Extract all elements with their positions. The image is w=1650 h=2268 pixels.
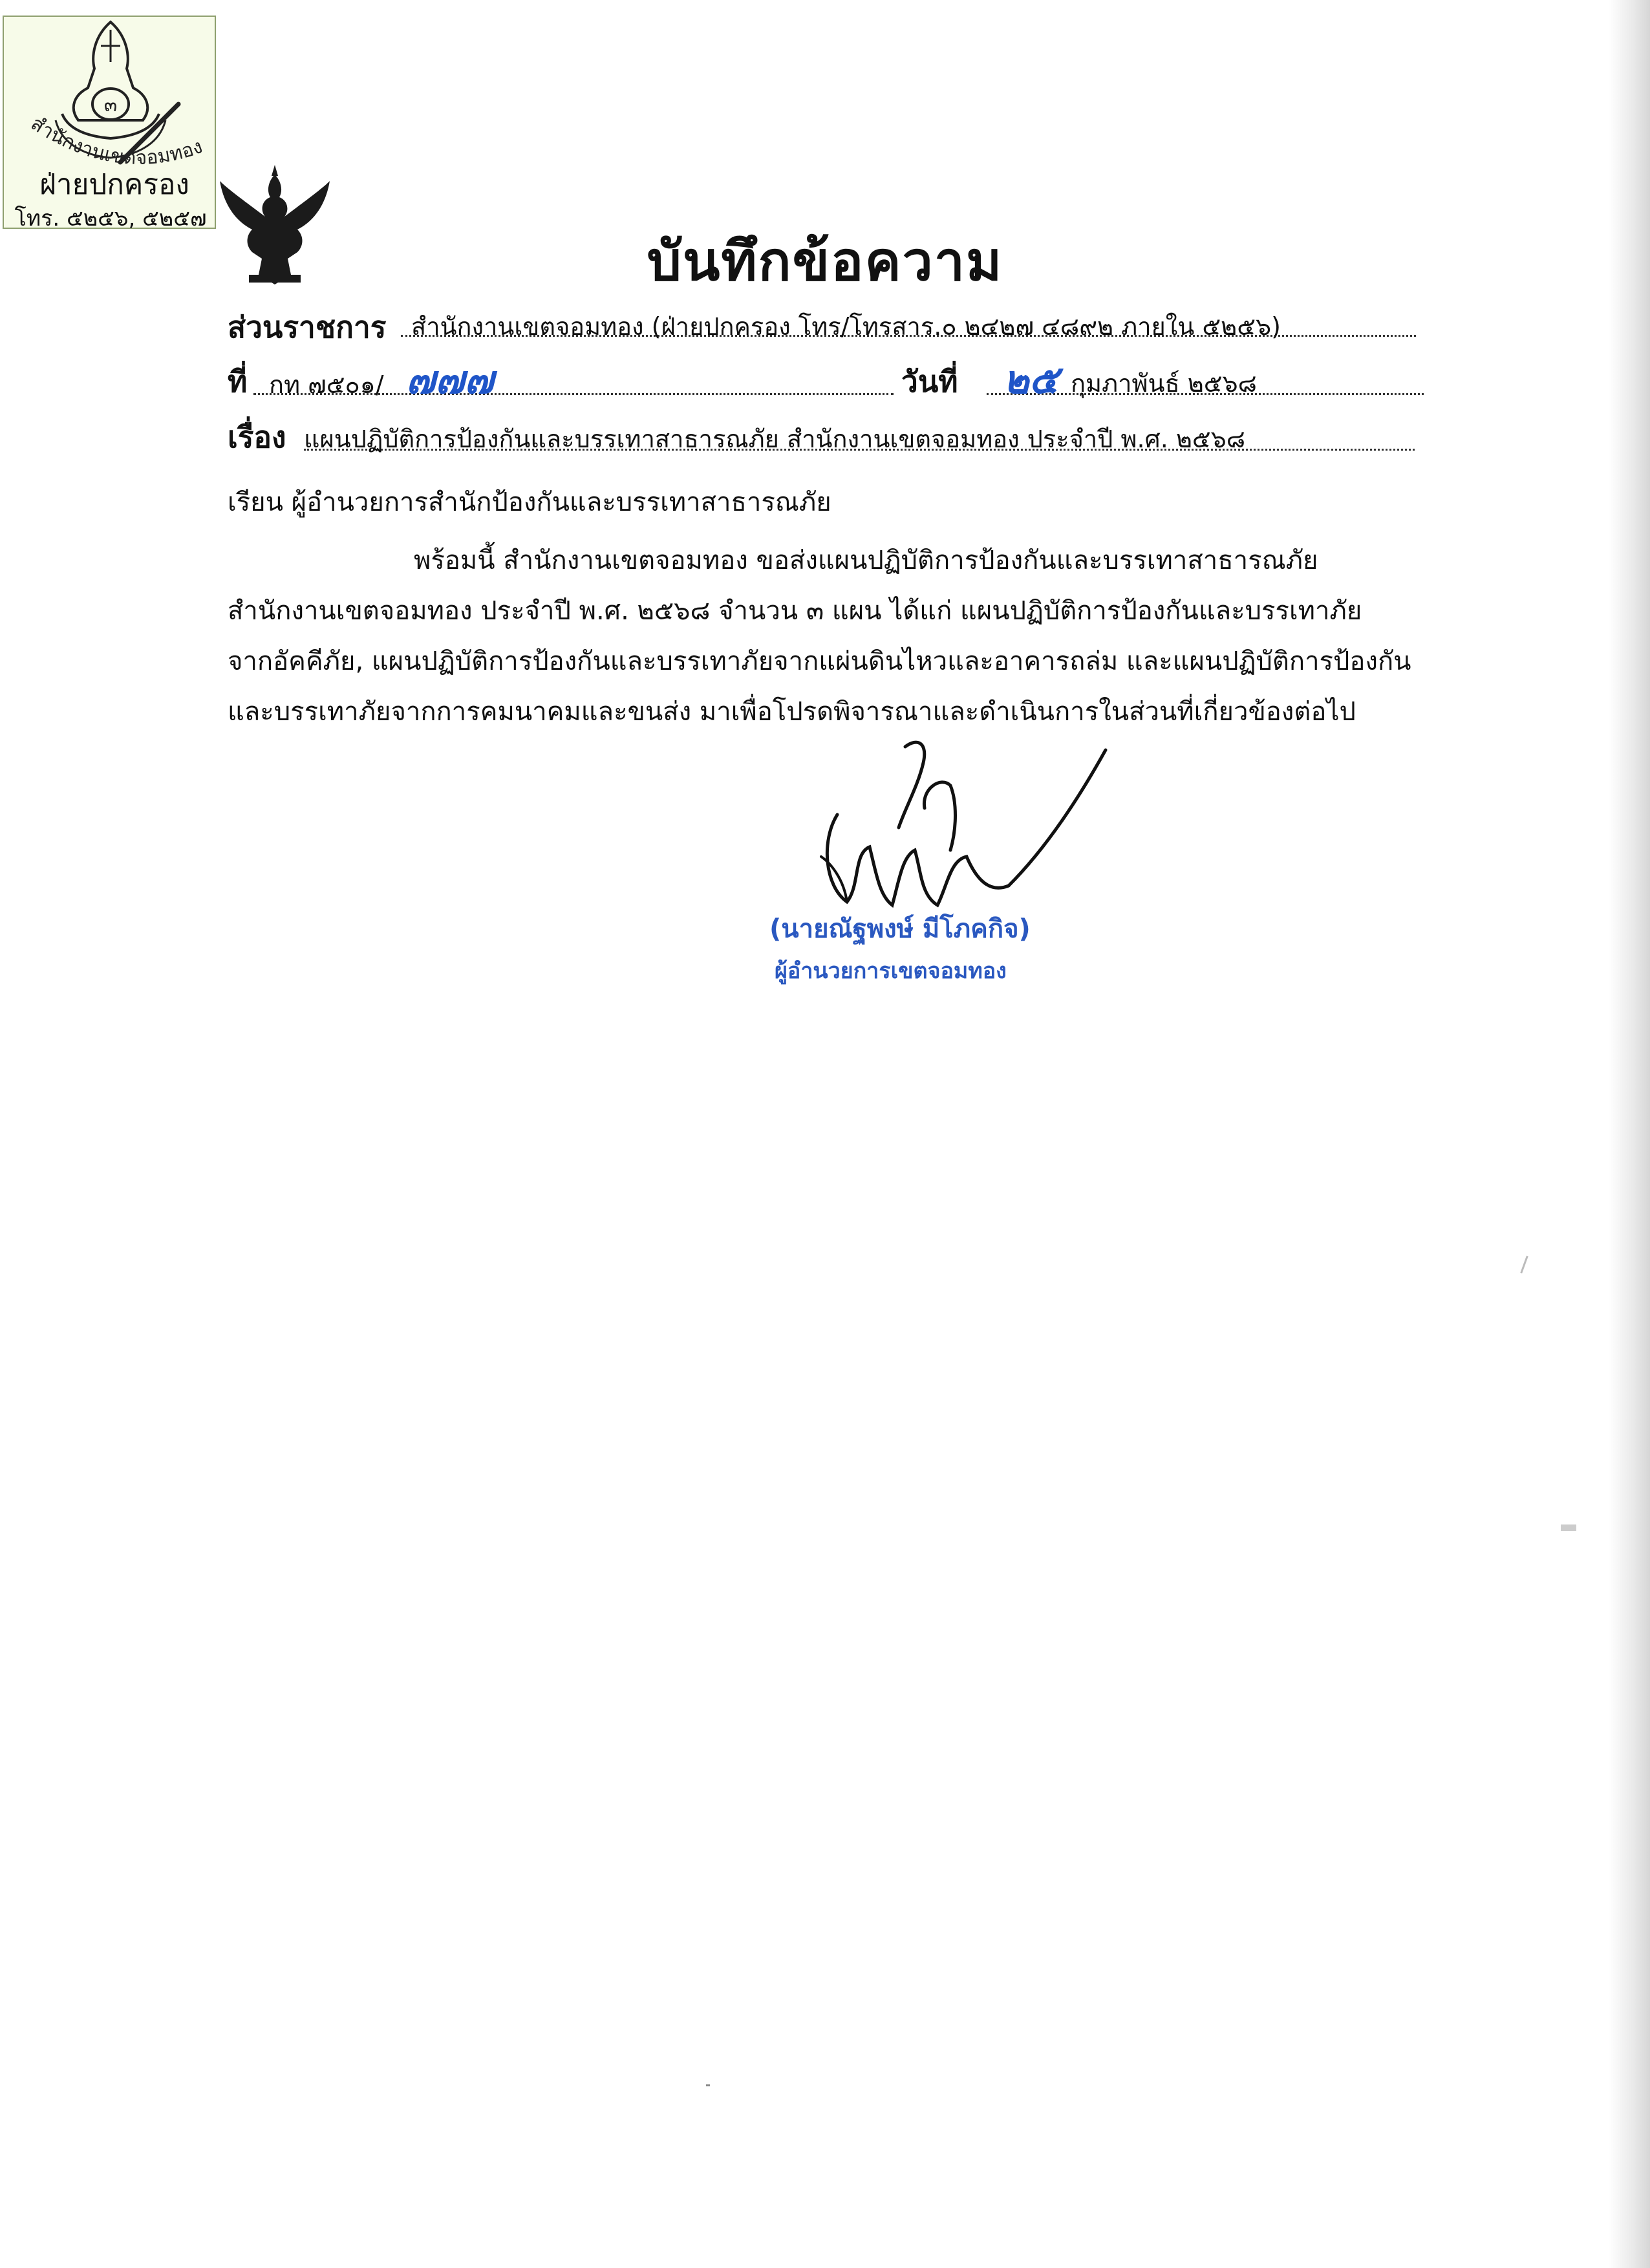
scan-speck [706,2084,710,2086]
salutation: เรียน ผู้อำนวยการสำนักป้องกันและบรรเทาสาธารณภัย [228,487,831,517]
scan-mark [1561,1524,1576,1531]
body-line-2: สำนักงานเขตจอมทอง ประจำปี พ.ศ. ๒๕๖๘ จำนวน ๓ แผน ได้แก่ แผนปฏิบัติการป้องกันและบรรเทาภัย [228,596,1362,626]
body-line-4: และบรรเทาภัยจากการคมนาคมและขนส่ง มาเพื่อโปรดพิจารณาและดำเนินการในส่วนที่เกี่ยวข้องต่อไป [228,697,1356,727]
department-stamp [3,16,216,229]
scan-mark [1520,1256,1528,1273]
stamp-unit: ฝ่ายปกครอง [39,168,189,201]
agency-value: สำนักงานเขตจอมทอง (ฝ่ายปกครอง โทร/โทรสาร.๐ ๒๔๒๗ ๔๘๙๒ ภายใน ๕๒๕๖) [411,312,1281,341]
ref-handwritten-number: ๗๗๗ [406,358,494,403]
signatory-position: ผู้อำนวยการเขตจอมทอง [775,958,1007,984]
agency-label: ส่วนราชการ [228,310,387,345]
subject-label: เรื่อง [228,420,286,455]
body-line-1: พร้อมนี้ สำนักงานเขตจอมทอง ขอส่งแผนปฏิบัติการป้องกันและบรรเทาสาธารณภัย [414,546,1318,575]
date-handwritten-day: ๒๕ [1003,358,1058,403]
date-label: วันที่ [901,364,958,399]
handwritten-signature [795,724,1131,931]
memo-title: บันทึกข้อความ [647,230,1003,293]
body-line-3: จากอัคคีภัย, แผนปฏิบัติการป้องกันและบรรเทาภัยจากแผ่นดินไหวและอาคารถล่ม และแผนปฏิบัติการป้องกัน [228,647,1411,676]
svg-text:๓: ๓ [103,94,118,116]
stamp-arc-label: สำนักงานเขตจอมทอง [27,114,206,169]
subject-value: แผนปฏิบัติการป้องกันและบรรเทาสาธารณภัย สำนักงานเขตจอมทอง ประจำปี พ.ศ. ๒๕๖๘ [304,425,1246,453]
ref-value: กท ๗๕๐๑/ [269,370,384,399]
stamp-phone: โทร. ๕๒๕๖, ๕๒๕๗ [14,206,207,231]
ref-label: ที่ [228,364,248,399]
signatory-name: (นายณัฐพงษ์ มีโภคกิจ) [769,914,1031,944]
scan-edge-shadow [1609,0,1650,2268]
date-value: กุมภาพันธ์ ๒๕๖๘ [1071,369,1257,398]
